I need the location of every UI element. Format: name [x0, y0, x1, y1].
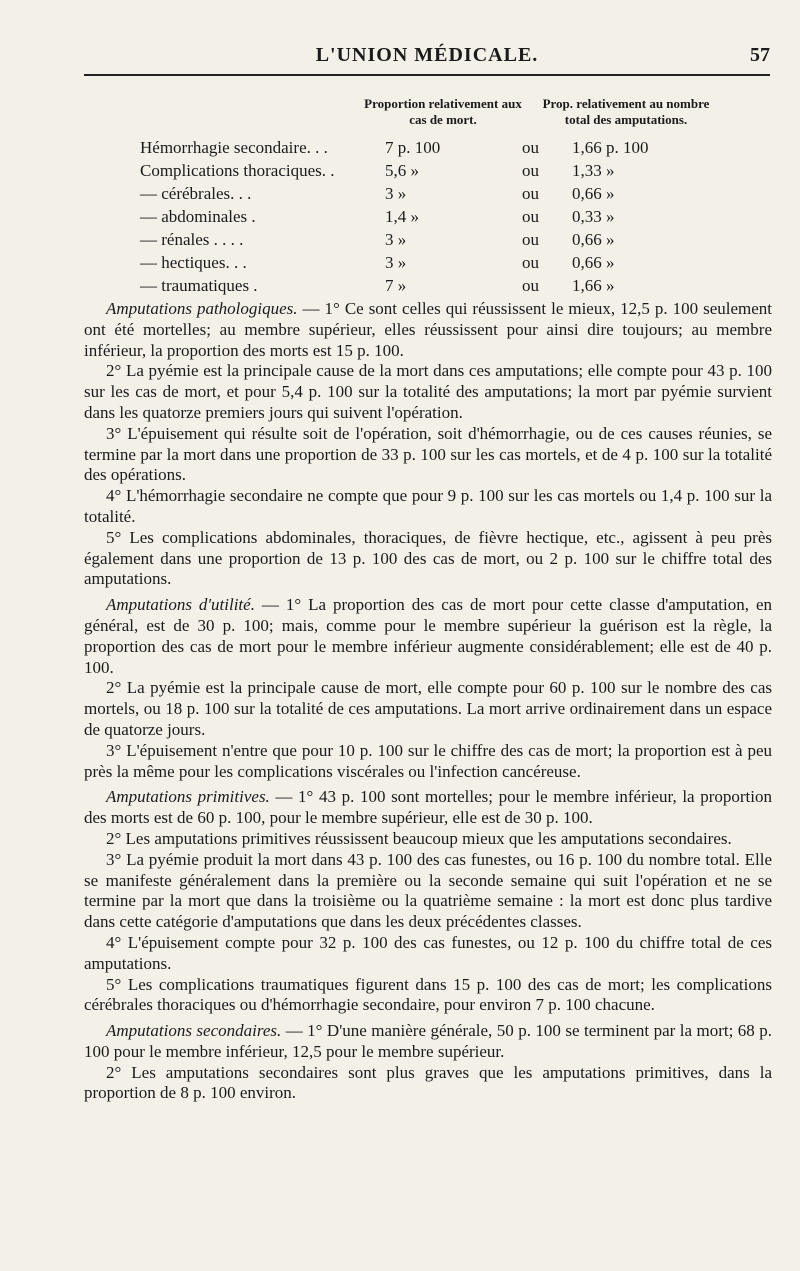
- paragraph-text: 5° Les complications traumatiques figurent dans 15 p. 100 des cas de mort; les complications cérébrales thoraciques ou d'hémorrhagie secondaire, pour environ 7 p. 100 chacune.: [84, 974, 772, 1015]
- section-heading: Amputations secondaires.: [106, 1021, 282, 1041]
- paragraph: [84, 1063, 772, 1105]
- paragraph-text: 3° L'épuisement qui résulte soit de l'opération, soit d'hémorrhagie, ou de ces causes réunies, se termine par la mort dans une proportion de 33 p. 100 sur les cas mortels, et de 4 p. 100 sur la totalité des opérations.: [84, 423, 772, 485]
- ou-connector: ou: [522, 184, 539, 203]
- death-proportion-cell: 3 »: [385, 184, 407, 203]
- death-proportion-cell: 3 »: [385, 230, 407, 249]
- paragraph: [84, 361, 772, 423]
- death-proportion-cell: 1,4 »: [385, 207, 419, 226]
- total-proportion-cell: 0,66 »: [572, 184, 615, 203]
- row-label: — abdominales .: [140, 207, 256, 226]
- row-label: — hectiques. . .: [140, 253, 247, 272]
- table-rows: [140, 136, 720, 297]
- paragraph: [84, 850, 772, 933]
- statistics-table: [140, 96, 720, 297]
- table-row: [140, 251, 720, 274]
- paragraph-text: 4° L'hémorrhagie secondaire ne compte que pour 9 p. 100 sur les cas mortels ou 1,4 p. 100 sur la totalité.: [84, 486, 772, 526]
- ou-connector: ou: [522, 161, 539, 180]
- running-title: L'UNION MÉDICALE.: [315, 44, 539, 66]
- paragraph-text: — 1° D'une manière générale, 50 p. 100 se terminent par la mort; 68 p. 100 pour le membre inférieur, 12,5 pour le membre supérieur.: [84, 1021, 772, 1061]
- column-header-death-proportion: Proportion relativement aux cas de mort.: [364, 96, 522, 127]
- paragraph: [84, 528, 772, 590]
- paragraph-text: 3° La pyémie produit la mort dans 43 p. 100 des cas funestes, ou 16 p. 100 du nombre total. Elle se manifeste généralement dans la première ou la seconde semaine qui suit l'opération et ne se termine par la mort que dans la troisième ou la quatrième semaine : la mort est donc plus tardive dans cette catégorie d'amputations que dans les deux précédentes classes.: [84, 849, 772, 932]
- section-paragraph: [84, 595, 772, 678]
- death-proportion-cell: 3 »: [385, 253, 407, 272]
- paragraph: [84, 975, 772, 1017]
- paragraph-text: — 1° Ce sont celles qui réussissent le mieux, 12,5 p. 100 seulement ont été mortelles; au membre supérieur, elles réussissent pour ainsi dire toujours; au membre inférieur, la proportion des morts est 15 p. 100.: [84, 299, 772, 360]
- table-column-headers: [140, 96, 720, 136]
- death-proportion-cell: 7 p. 100: [385, 138, 441, 157]
- table-row: [140, 205, 720, 228]
- row-label: Hémorrhagie secondaire. . .: [140, 138, 328, 157]
- paragraph: [84, 741, 772, 783]
- paragraph: [84, 486, 772, 528]
- row-label: — cérébrales. . .: [140, 184, 252, 203]
- total-proportion-cell: 0,66 »: [572, 230, 615, 249]
- paragraph-text: 2° Les amputations primitives réussissent beaucoup mieux que les amputations secondaires.: [106, 828, 732, 848]
- paragraph-text: 2° La pyémie est la principale cause de mort, elle compte pour 60 p. 100 sur le nombre des cas mortels, ou 18 p. 100 sur la totalité de ces amputations. La mort arrive ordinairement dans un espace de quatorze jours.: [84, 678, 772, 739]
- total-proportion-cell: 0,66 »: [572, 253, 615, 272]
- page-number: 57: [750, 44, 770, 66]
- row-label: — traumatiques .: [140, 276, 258, 295]
- total-proportion-cell: 0,33 »: [572, 207, 615, 226]
- paragraph-text: 2° Les amputations secondaires sont plus graves que les amputations primitives, dans la proportion de 8 p. 100 environ.: [84, 1062, 772, 1103]
- table-row: [140, 136, 720, 159]
- section-paragraph: [84, 1021, 772, 1063]
- death-proportion-cell: 7 »: [385, 276, 407, 295]
- total-proportion-cell: 1,66 p. 100: [572, 138, 649, 157]
- section-heading: Amputations primitives.: [106, 787, 270, 807]
- paragraph: [84, 933, 772, 975]
- table-row: [140, 159, 720, 182]
- death-proportion-cell: 5,6 »: [385, 161, 419, 180]
- section-heading: Amputations d'utilité.: [106, 595, 255, 615]
- ou-connector: ou: [522, 230, 539, 249]
- section-paragraph: [84, 787, 772, 829]
- paragraph: [84, 678, 772, 740]
- paragraph-text: 2° La pyémie est la principale cause de la mort dans ces amputations; elle compte pour 43 p. 100 sur les cas de mort, et pour 5,4 p. 100 sur la totalité des amputations; la mort par pyémie survient dans les quatorze premiers jours qui suivent l'opération.: [84, 361, 772, 422]
- header-rule: [84, 74, 770, 76]
- ou-connector: ou: [522, 207, 539, 226]
- total-proportion-cell: 1,66 »: [572, 276, 615, 295]
- row-label: — rénales . . . .: [140, 230, 244, 249]
- paragraph: [84, 424, 772, 486]
- total-proportion-cell: 1,33 »: [572, 161, 615, 180]
- table-row: [140, 228, 720, 251]
- section-heading: Amputations pathologiques.: [106, 299, 298, 318]
- paragraph-text: — 1° La proportion des cas de mort pour cette classe d'amputation, en général, est de 30 p. 100; mais, comme pour le membre supérieur la guérison est la règle, la proportion des cas de mort pour le membre inférieur augmente considérablement; elle est de 40 p. 100.: [84, 595, 772, 677]
- paragraph-text: 3° L'épuisement n'entre que pour 10 p. 100 sur le chiffre des cas de mort; la proportion est à peu près la même pour les complications viscérales ou l'infection cancéreuse.: [84, 740, 772, 781]
- ou-connector: ou: [522, 253, 539, 272]
- column-header-total-proportion: Prop. relativement au nombre total des amputations.: [542, 96, 710, 127]
- section-paragraph: [84, 299, 772, 361]
- ou-connector: ou: [522, 276, 539, 295]
- body-text: [84, 294, 772, 1104]
- paragraph-text: — 1° 43 p. 100 sont mortelles; pour le membre inférieur, la proportion des morts est de 60 p. 100, pour le membre supérieur, elle est de 30 p. 100.: [84, 787, 772, 828]
- table-row: [140, 182, 720, 205]
- paragraph-text: 5° Les complications abdominales, thoraciques, de fièvre hectique, etc., agissent à peu près également dans une proportion de 13 p. 100 des cas de mort, ou 2 p. 100 sur le chiffre total des amputations.: [84, 527, 772, 589]
- paragraph-text: 4° L'épuisement compte pour 32 p. 100 des cas funestes, ou 12 p. 100 du chiffre total de ces amputations.: [84, 932, 772, 973]
- paragraph: [84, 829, 772, 850]
- page-header: [84, 40, 770, 74]
- row-label: Complications thoraciques. .: [140, 161, 335, 180]
- ou-connector: ou: [522, 138, 539, 157]
